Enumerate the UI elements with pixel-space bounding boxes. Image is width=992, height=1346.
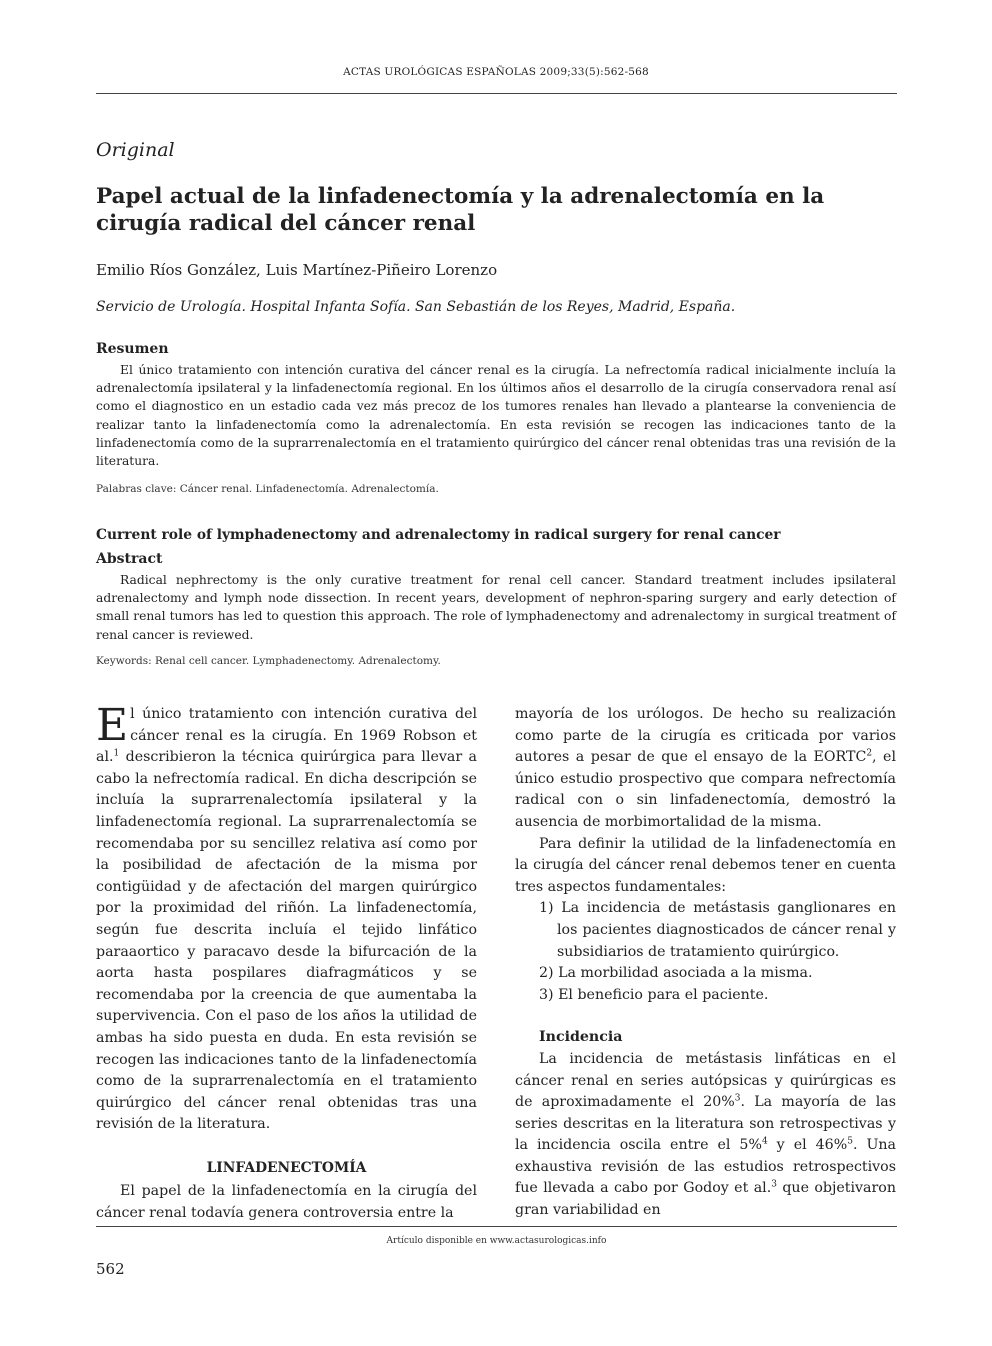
resumen-keywords: Palabras clave: Cáncer renal. Linfadenectomía. Adrenalectomía.: [96, 483, 439, 495]
affiliation: Servicio de Urología. Hospital Infanta Sofía. San Sebastián de los Reyes, Madrid, España.: [96, 299, 736, 315]
section-heading: LINFADENECTOMÍA: [206, 1159, 367, 1176]
abstract-text: [96, 571, 896, 644]
aspects-list: [515, 898, 896, 1006]
list-item: 2) La morbilidad asociada a la misma.: [539, 965, 813, 982]
section-paragraph: El papel de la linfadenectomía en la cirugía del cáncer renal todavía genera controversia entre la: [96, 1183, 477, 1222]
resumen-text: [96, 361, 896, 470]
footer-note: Artículo disponible en www.actasurologicas.info: [386, 1236, 607, 1246]
citation-ref: 3: [734, 1093, 741, 1104]
resumen-heading: Resumen: [96, 341, 169, 357]
body-column-left: [96, 700, 477, 1225]
subsection-heading: Incidencia: [539, 1029, 623, 1046]
list-item: 1) La incidencia de metástasis ganglionares en los pacientes diagnosticados de cáncer renal y subsidiarios de tratamiento quirúrgico.: [539, 900, 896, 960]
body-column-right: [515, 704, 896, 1222]
journal-header: ACTAS UROLÓGICAS ESPAÑOLAS 2009;33(5):562-568: [343, 66, 649, 78]
abstract-heading: Abstract: [96, 551, 163, 567]
definition-paragraph: Para definir la utilidad de la linfadenectomía en la cirugía del cáncer renal debemos tener en cuenta tres aspectos fundamentales:: [515, 835, 896, 895]
intro-paragraph: El único tratamiento con intención curativa del cáncer renal es la cirugía. En 1969 Robson et al.$^1$ describieron la técnica quirúrgica para llevar a cabo la nefrectomía radical. En dicha descripción se incluía la suprarrenalectomía ipsilateral y la linfadenectomía regional. La suprarrenalectomía se recomendaba por su sencillez relativa así como por la posibilidad de afectación de la misma por contigüidad y de afectación del margen quirúrgico por la proximidad del riñón. La linfadenectomía, según fue descrita incluía el tejido linfático paraaortico y paracavo desde la bifurcación de la aorta hasta pospilares diafragmáticos y se recomendaba por la creencia de que aumentaba la supervivencia. Con el paso de los años la utilidad de ambas ha sido puesta en duda. En esta revisión se recogen las indicaciones tanto de la linfadenectomía como de la suprarrenalectomía en el tratamiento quirúrgico del cáncer renal obtenidas tras una revisión de la literatura.: [96, 700, 477, 1133]
continued-paragraph: mayoría de los urólogos. De hecho su realización como parte de la cirugía es criticada por varios autores a pesar de que el ensayo de la EORTC$^2$, el único estudio prospectivo que compara nefrectomía radical con o sin linfadenectomía, demostró la ausencia de morbimortalidad de la misma.: [515, 706, 896, 830]
authors: Emilio Ríos González, Luis Martínez-Piñeiro Lorenzo: [96, 261, 498, 279]
citation-ref: 1: [113, 748, 120, 759]
citation-ref: 3: [771, 1179, 777, 1190]
english-title: Current role of lymphadenectomy and adrenalectomy in radical surgery for renal cancer: [96, 527, 781, 543]
header-rule: [96, 93, 897, 94]
footer-rule: [96, 1226, 897, 1227]
drop-cap: E: [96, 700, 129, 751]
page-number: 562: [96, 1260, 125, 1278]
article-title: Papel actual de la linfadenectomía y la adrenalectomía en la cirugía radical del cáncer renal: [96, 184, 825, 236]
section-label: Original: [96, 139, 175, 161]
abstract-paragraph: Radical nephrectomy is the only curative treatment for renal cell cancer. Standard treatment includes ipsilateral adrenalectomy and lymph node dissection. In recent years, development of nephron-sparing surgery and early detection of small renal tumors has led to question this approach. The role of lymphadenectomy and adrenalectomy in surgical treatment of renal cancer is reviewed.: [96, 573, 896, 642]
citation-ref: 4: [761, 1136, 768, 1147]
abstract-keywords: Keywords: Renal cell cancer. Lymphadenectomy. Adrenalectomy.: [96, 655, 441, 667]
resumen-paragraph: El único tratamiento con intención curativa del cáncer renal es la cirugía. La nefrectomía radical inicialmente incluía la adrenalectomía ipsilateral y la linfadenectomía regional. En los últimos años el desarrollo de la cirugía conservadora renal así como el diagnostico en un estadio cada vez más precoz de los tumores renales han llevado a plantearse la conveniencia de realizar tanto la linfadenectomía como la adrenalectomía. En esta revisión se recogen las indicaciones tanto de la linfadenectomía como de la suprarrenalectomía en el tratamiento quirúrgico del cáncer renal obtenidas tras una revisión de la literatura.: [96, 363, 896, 469]
citation-ref: 5: [847, 1136, 853, 1147]
citation-ref: 2: [866, 748, 873, 759]
incidence-paragraph: La incidencia de metástasis linfáticas en el cáncer renal en series autópsicas y quirúrgicas es de aproximadamente el 20%$^3$. La mayoría de las series descritas en la literatura son retrospectivas y la incidencia oscila entre el 5%$^4$ y el 46%$^5$. Una exhaustiva revisión de las estudios retrospectivos fue llevada a cabo por Godoy et al.$^3$ que objetivaron gran variabilidad en: [515, 1050, 897, 1219]
list-item: 3) El beneficio para el paciente.: [539, 986, 769, 1003]
